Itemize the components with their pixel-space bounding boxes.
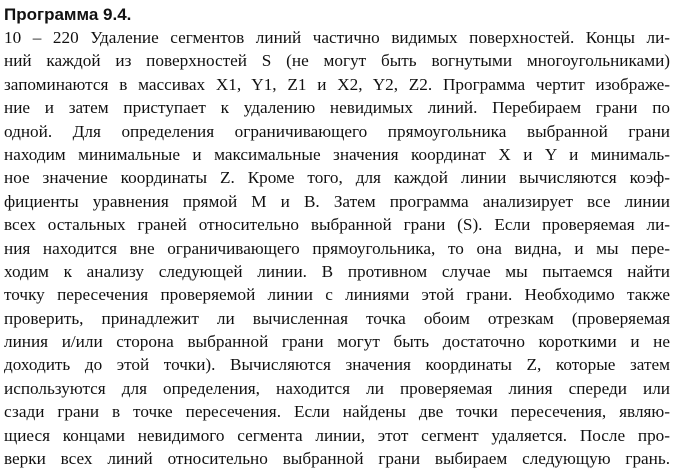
- text-line: находим минимальные и максимальные значения координат X и Y и минималь-: [4, 144, 670, 164]
- document-page: [4, 4, 670, 469]
- text-line: фициенты уравнения прямой M и B. Затем программа анализирует все линии: [4, 191, 670, 211]
- text-line: используются для определения, находится ли проверяемая линия спереди или: [4, 378, 670, 398]
- text-line: всех остальных граней относительно выбранной грани (S). Если проверяемая ли-: [4, 215, 670, 235]
- text-line: ние и затем приступает к удалению невидимых линий. Перебираем грани по: [4, 98, 670, 118]
- text-line: проверить, принадлежит ли вычисленная точка обоим отрезкам (проверяемая: [4, 308, 670, 328]
- text-line: сзади грани в точке пересечения. Если найдены две точки пересечения, являю-: [4, 402, 670, 422]
- text-line: одной. Для определения ограничивающего прямоугольника выбранной грани: [4, 121, 670, 141]
- text-line: 10 – 220 Удаление сегментов линий частично видимых поверхностей. Концы ли-: [4, 28, 670, 47]
- text-line: ния находится вне ограничивающего прямоугольника, то она видна, и мы пере-: [4, 238, 670, 258]
- text-line: ний каждой из поверхностей S (не могут быть вогнутыми многоугольниками): [4, 51, 670, 71]
- text-line: линия и/или сторона выбранной грани могут быть достаточно короткими и не: [4, 332, 670, 352]
- text-line: доходить до этой точки). Вычисляются значения координаты Z, которые затем: [4, 355, 670, 375]
- program-heading: Программа 9.4.: [4, 5, 132, 24]
- text-line: запоминаются в массивах X1, Y1, Z1 и X2, Y2, Z2. Программа чертит изображе-: [4, 74, 670, 94]
- text-line: ное значение координаты Z. Кроме того, для каждой линии вычисляются коэф-: [4, 168, 670, 188]
- text-line: точку пересечения проверяемой линии с линиями этой грани. Необходимо также: [4, 285, 670, 305]
- text-line: верки всех линий относительно выбранной грани выбираем следующую грань.: [4, 449, 670, 469]
- text-line: щиеся концами невидимого сегмента линии, этот сегмент удаляется. После про-: [4, 425, 670, 445]
- body-paragraph: [4, 26, 670, 470]
- text-line: ходим к анализу следующей линии. В противном случае мы пытаемся найти: [4, 261, 670, 281]
